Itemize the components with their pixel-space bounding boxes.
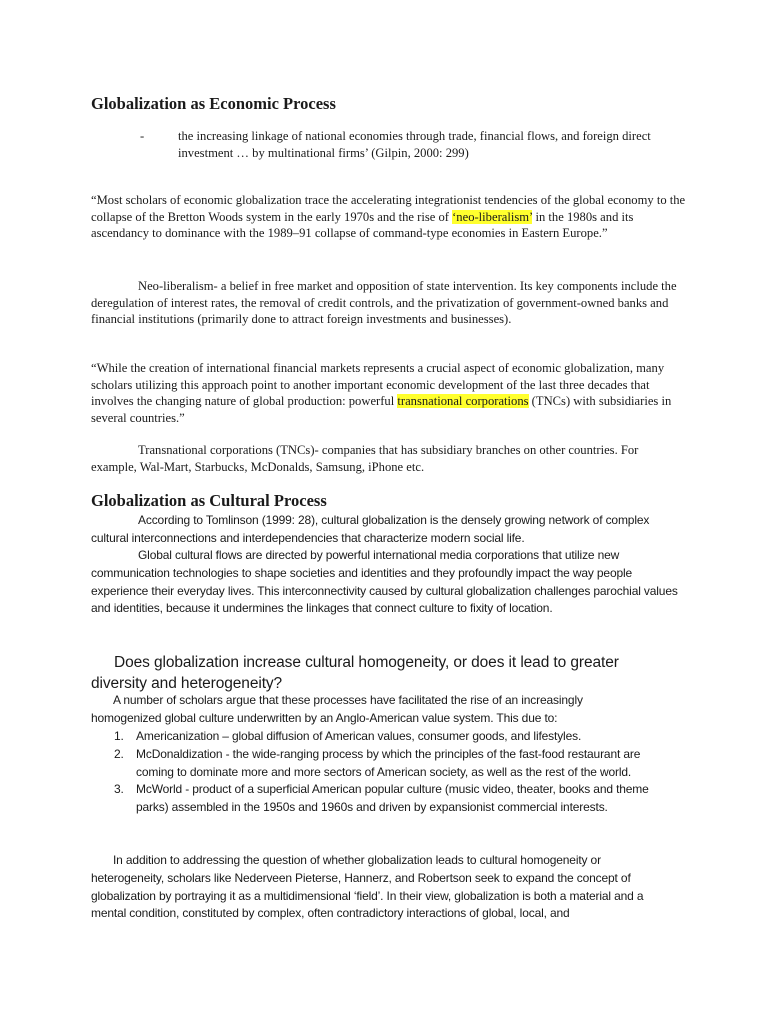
quote-text-end: in the 1980s and its ascendancy to dominance with the 1989–91 collapse of command-type economies in Eastern Europe.” (91, 209, 634, 241)
definition-bullet (140, 128, 680, 161)
homogenization-list (114, 728, 674, 817)
homogenized-culture-paragraph: A number of scholars argue that these processes have facilitated the rise of an increasingly homogenized global culture underwritten by an Anglo-American value system. This due to: (91, 693, 583, 725)
bullet-dash: - (140, 129, 145, 143)
tomlinson-paragraph: According to Tomlinson (1999: 28), cultural globalization is the densely growing network of complex cultural interconnections and interdependencies that characterize modern social life. (91, 513, 650, 545)
homogeneity-question: Does globalization increase cultural homogeneity, or does it lead to greater diversity and heterogeneity? (91, 654, 619, 692)
neoliberalism-paragraph: Neo-liberalism- a belief in free market and opposition of state intervention. Its key components include the deregulation of interest rates, the removal of credit controls, and the privatization of government-owned banks and financial institutions (primarily done to attract foreign investments and businesses). (91, 279, 677, 327)
list-item: 1. Americanization – global diffusion of American values, consumer goods, and lifestyles. (114, 729, 582, 743)
highlight-neoliberalism: ‘neo-liberalism’ (452, 209, 533, 224)
cultural-flows-paragraph: Global cultural flows are directed by powerful international media corporations that utilize new communication technologies to shape societies and identities and they profoundly impact the way people experience their everyday lives. This interconnectivity caused by cultural globalization challenges parochial values and identities, because it undermines the linkages that connect culture to fixity of location. (91, 548, 678, 616)
cultural-heading: Globalization as Cultural Process (91, 491, 327, 510)
economic-heading: Globalization as Economic Process (91, 94, 336, 113)
highlight-transnational-corporations: transnational corporations (397, 394, 529, 409)
quote-tnc (91, 360, 679, 426)
quote-bretton-woods (91, 192, 689, 242)
pieterse-paragraph: In addition to addressing the question of whether globalization leads to cultural homogeneity or heterogeneity, scholars like Nederveen Pieterse, Hannerz, and Robertson seek to expand the concept of globalization by portraying it as a multidimensional ‘field’. In their view, globalization is both a material and a mental condition, constituted by complex, often contradictory interactions of global, local, and (91, 853, 644, 921)
list-item: 2. McDonaldization - the wide-ranging process by which the principles of the fast-food restaurant are coming to dominate more and more sectors of American society, as well as the rest of the world. (114, 746, 641, 779)
quote-text-start: “Most scholars of economic globalization trace the accelerating integrationist tendencies of the global economy to the collapse of the Bretton Woods system in the early 1970s and the rise of (91, 193, 686, 224)
bullet-text: the increasing linkage of national economies through trade, financial flows, and foreign direct investment … by multinational firms’ (Gilpin, 2000: 299) (178, 129, 651, 160)
list-item: 3. McWorld - product of a superficial American popular culture (music video, theater, books and theme parks) assembled in the 1950s and 1960s and driven by expansionist commercial interests. (114, 782, 649, 815)
quote-text-start: “While the creation of international financial markets represents a crucial aspect of economic globalization, many scholars utilizing this approach point to another important economic development of the last three decades that involves the changing nature of global production: powerful (91, 361, 665, 409)
quote-text-end: (TNCs) with subsidiaries in several countries.” (91, 394, 672, 425)
tnc-paragraph: Transnational corporations (TNCs)- companies that has subsidiary branches on other countries. For example, Wal-Mart, Starbucks, McDonalds, Samsung, iPhone etc. (91, 443, 639, 474)
